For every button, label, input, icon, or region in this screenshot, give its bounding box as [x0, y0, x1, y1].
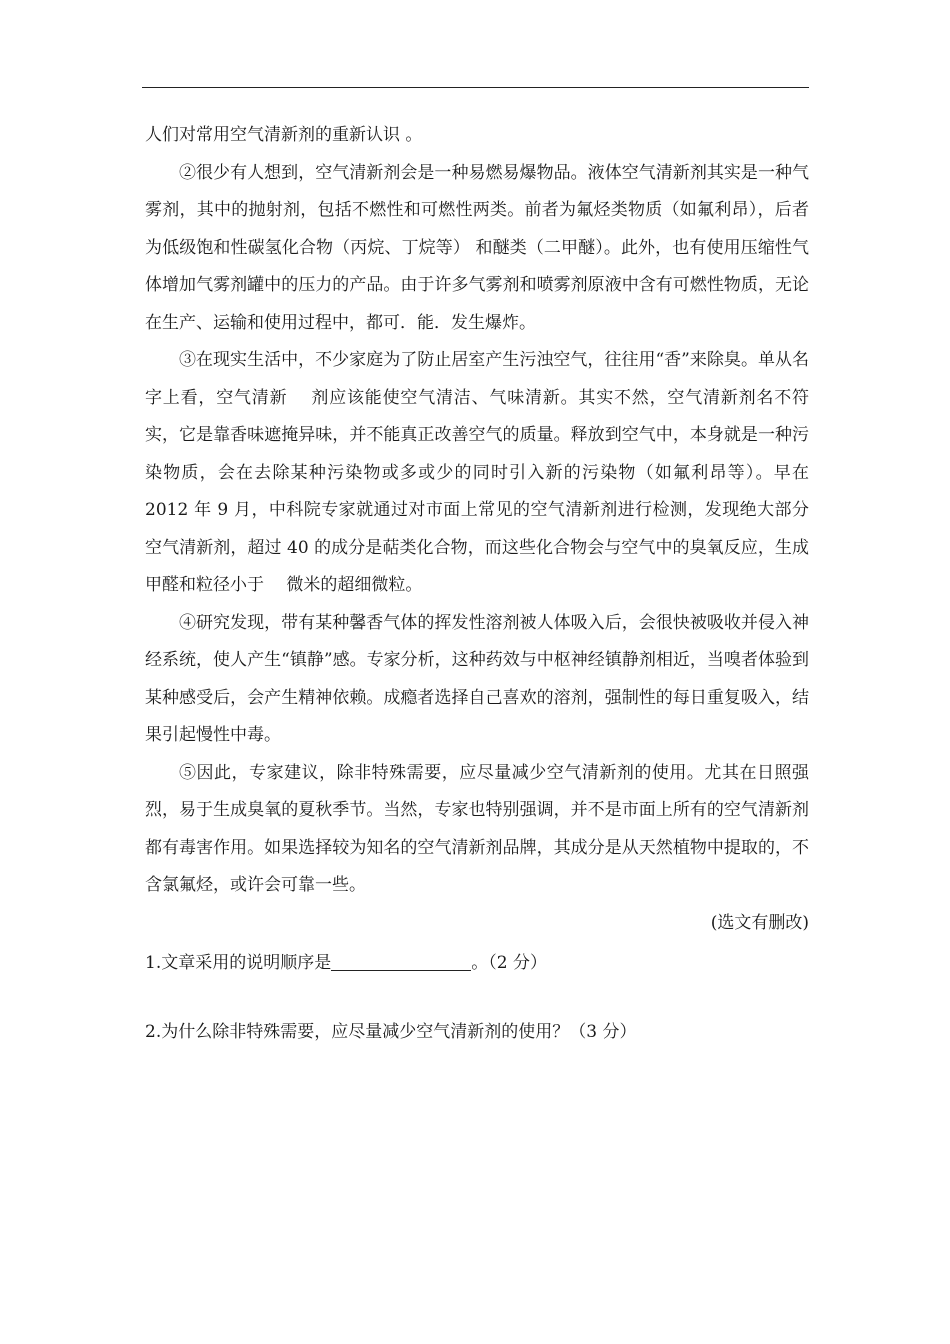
question-1-prefix: 1.文章采用的说明顺序是	[145, 953, 332, 973]
answer-blank[interactable]	[331, 969, 471, 971]
header-rule	[142, 87, 809, 88]
paragraph-5: ⑤因此，专家建议，除非特殊需要，应尽量减少空气清新剂的使用。尤其在日照强烈，易于生成臭氧的夏秋季节。当然，专家也特别强调，并不是市面上所有的空气清新剂都有毒害作用。如果选择较为知名的空气清新剂品牌，其成分是从天然植物中提取的，不含氯氟烃，或许会可靠一些。	[145, 762, 809, 895]
paragraph-2: ②很少有人想到，空气清新剂会是一种易燃易爆物品。液体空气清新剂其实是一种气雾剂，其中的抛射剂，包括不燃性和可燃性两类。前者为氟烃类物质（如氟利昂），后者为低级饱和性碳氢化合物（丙烷、丁烷等） 和醚类（二甲醚）。此外，也有使用压缩性气体增加气雾剂罐中的压力的产品。由于许多气雾剂和喷雾剂原液中含有可燃性物质，无论在生产、运输和使用过程中，都可．能．发生爆炸。	[145, 162, 809, 333]
question-1	[145, 945, 809, 983]
lead-line: 人们对常用空气清新剂的重新认识 。	[145, 125, 423, 145]
paragraph-3: ③在现实生活中，不少家庭为了防止居室产生污浊空气，往往用“香”来除臭。单从名字上看，空气清新 剂应该能使空气清洁、气味清新。其实不然，空气清新剂名不符实，它是靠香味遮掩异味，并不能真正改善空气的质量。释放到空气中，本身就是一种污染物质，会在去除某种污染物或多或少的同时引入新的污染物（如氟利昂等）。早在 2012 年 9 月，中科院专家就通过对市面上常见的空气清新剂进行检测，发现绝大部分空气清新剂，超过 40 的成分是萜类化合物，而这些化合物会与空气中的臭氧反应，生成甲醛和粒径小于 微米的超细微粒。	[145, 350, 809, 595]
question-2: 2.为什么除非特殊需要，应尽量减少空气清新剂的使用？（3 分）	[145, 1021, 637, 1042]
document-body	[145, 117, 809, 1051]
question-1-suffix: 。（2 分）	[471, 953, 547, 973]
source-note: (选文有删改)	[710, 912, 809, 933]
paragraph-4: ④研究发现，带有某种馨香气体的挥发性溶剂被人体吸入后，会很快被吸收并侵入神经系统，使人产生“镇静”感。专家分析，这种药效与中枢神经镇静剂相近，当嗅者体验到某种感受后，会产生精神依赖。成瘾者选择自己喜欢的溶剂，强制性的每日重复吸入，结果引起慢性中毒。	[145, 612, 809, 745]
